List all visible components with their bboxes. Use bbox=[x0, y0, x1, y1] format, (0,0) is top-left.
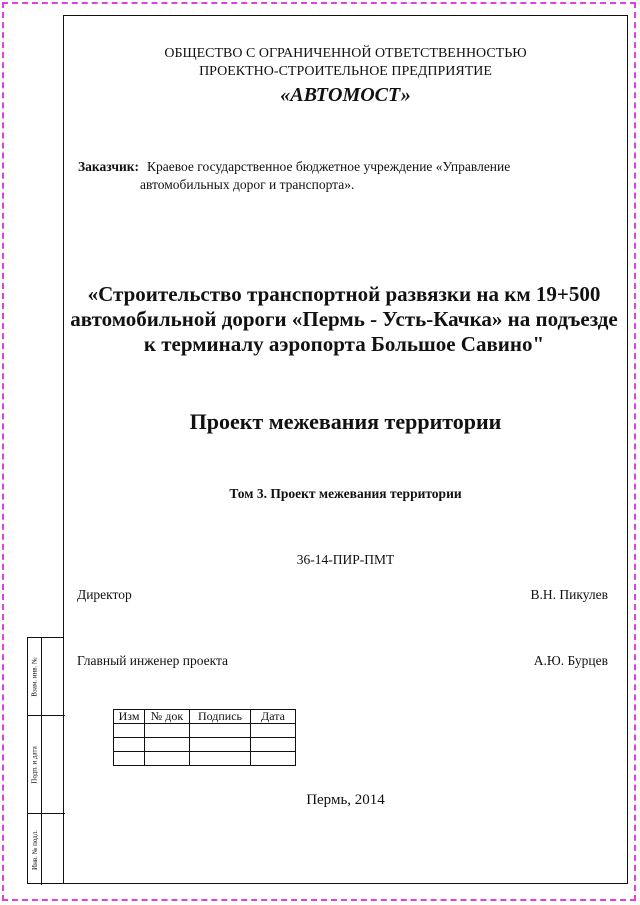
project-title: «Строительство транспортной развязки на км 19+500 автомобильной дороги «Пермь - Усть-Качка» на подъезде к терминалу аэропорта Большое Савино" bbox=[70, 282, 618, 356]
table-cell bbox=[251, 752, 296, 766]
table-row bbox=[114, 738, 296, 752]
table-cell bbox=[190, 752, 251, 766]
table-cell bbox=[251, 738, 296, 752]
table-cell bbox=[145, 752, 190, 766]
footer-place-year: Пермь, 2014 bbox=[306, 792, 385, 808]
side-stamp-label: Инв. № подл. bbox=[31, 829, 40, 870]
side-stamp bbox=[27, 637, 64, 884]
customer-line-1: Краевое государственное бюджетное учреждение «Управление bbox=[147, 159, 511, 174]
document-code: 36-14-ПИР-ПМТ bbox=[296, 552, 395, 567]
revision-table bbox=[113, 709, 296, 766]
side-stamp-label: Подп. и дата bbox=[31, 746, 39, 784]
table-cell bbox=[145, 724, 190, 738]
table-header-cell: № док bbox=[145, 710, 190, 724]
organization-name: «АВТОМОСТ» bbox=[280, 84, 411, 106]
table-row bbox=[114, 752, 296, 766]
table-cell bbox=[190, 738, 251, 752]
organization-line-2: ПРОЕКТНО-СТРОИТЕЛЬНОЕ ПРЕДПРИЯТИЕ bbox=[199, 64, 492, 79]
signature-name: А.Ю. Бурцев bbox=[533, 653, 608, 668]
table-header-cell: Подпись bbox=[190, 710, 251, 724]
volume-title: Том 3. Проект межевания территории bbox=[229, 486, 462, 501]
table-cell bbox=[251, 724, 296, 738]
organization-line-1: ОБЩЕСТВО С ОГРАНИЧЕННОЙ ОТВЕТСТВЕННОСТЬЮ bbox=[164, 46, 527, 61]
side-stamp-label: Взам. инв. № bbox=[31, 657, 40, 697]
signature-name: В.Н. Пикулев bbox=[530, 587, 608, 602]
table-cell bbox=[114, 724, 145, 738]
customer-line-2: автомобильных дорог и транспорта». bbox=[140, 177, 355, 192]
table-header-cell: Дата bbox=[251, 710, 296, 724]
table-cell bbox=[114, 738, 145, 752]
table-cell bbox=[145, 738, 190, 752]
table-header-cell: Изм bbox=[114, 710, 145, 724]
table-row bbox=[114, 724, 296, 738]
customer-label: Заказчик: bbox=[78, 159, 140, 174]
table-header-row bbox=[114, 710, 296, 724]
document-title: Проект межевания территории bbox=[189, 409, 502, 434]
table-cell bbox=[114, 752, 145, 766]
table-cell bbox=[190, 724, 251, 738]
signature-role: Директор bbox=[77, 587, 132, 602]
signature-role: Главный инженер проекта bbox=[77, 653, 229, 668]
